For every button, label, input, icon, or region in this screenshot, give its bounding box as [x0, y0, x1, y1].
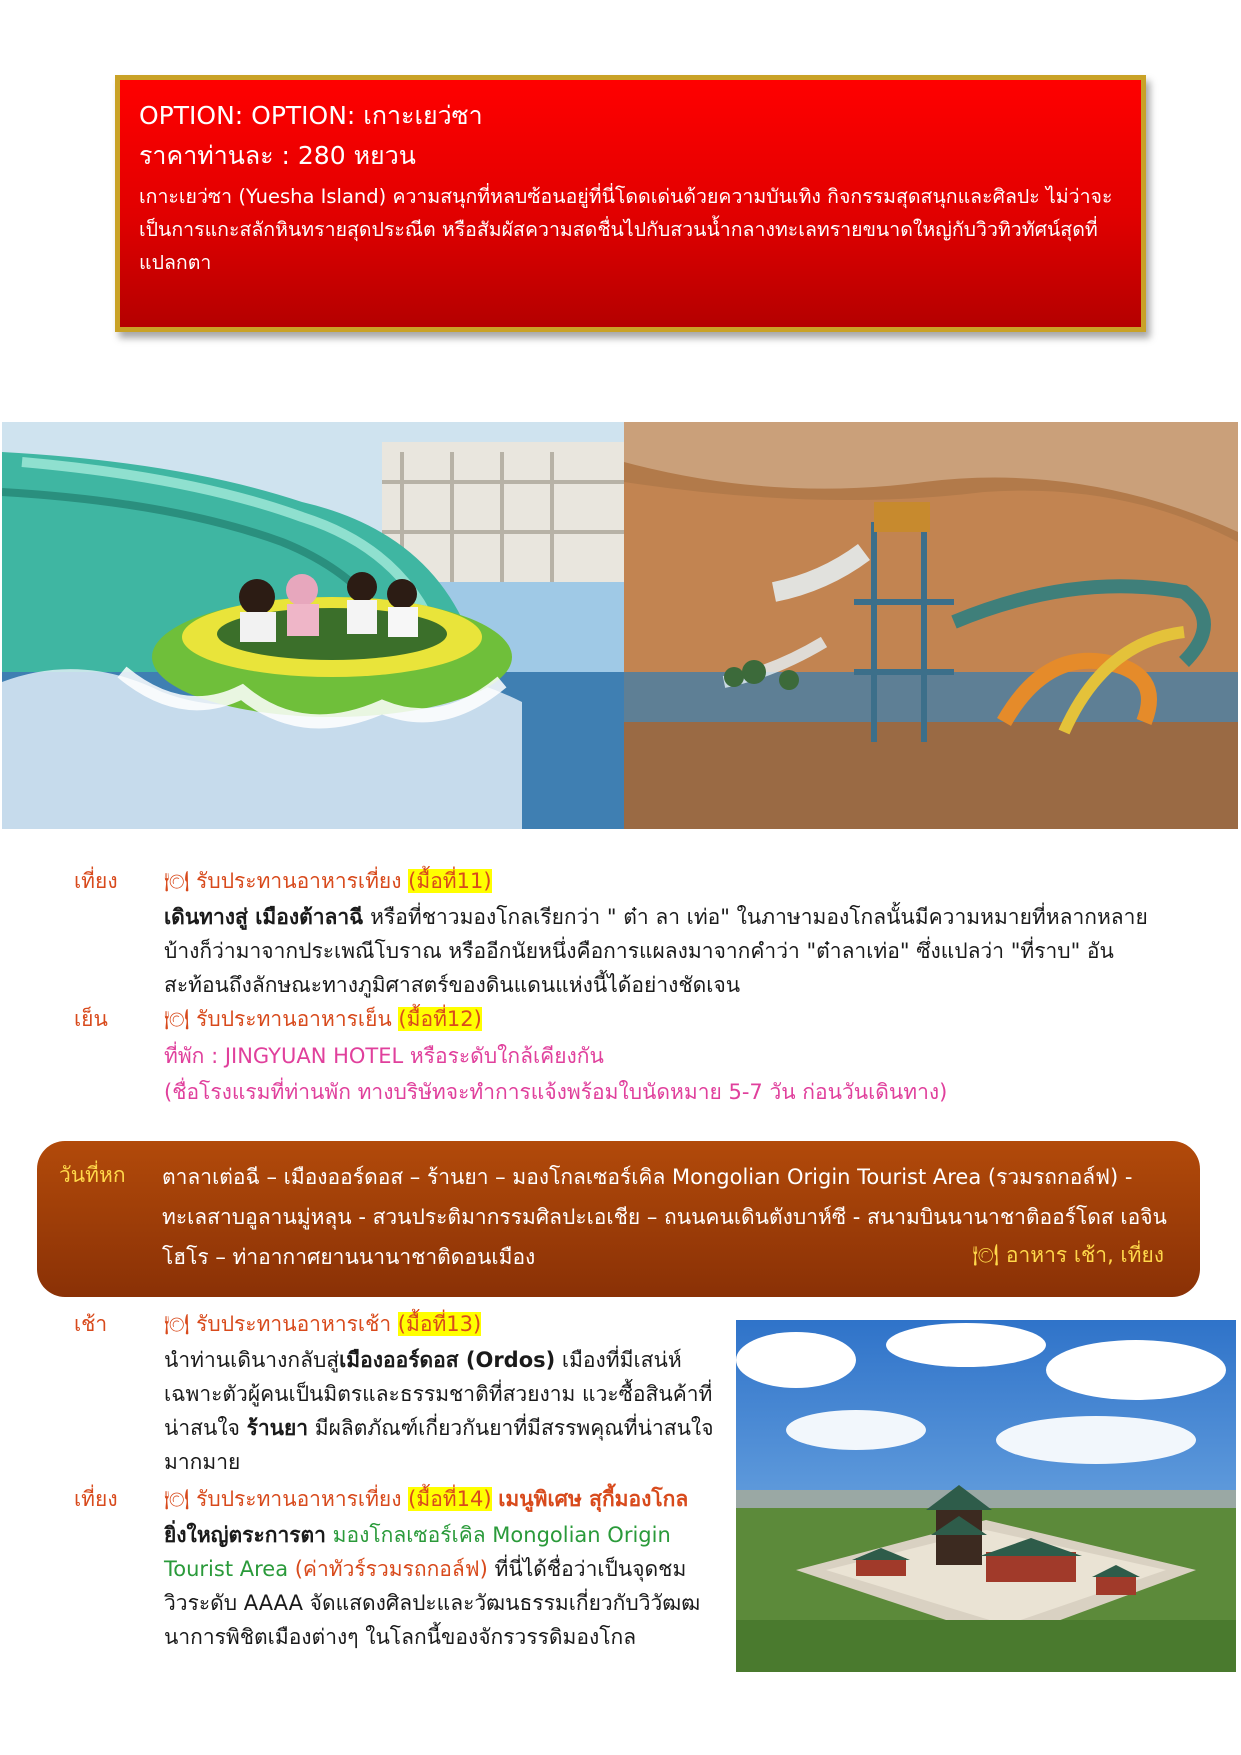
golf-cart-note: (ค่าทัวร์รวมรถกอล์ฟ): [288, 1557, 488, 1581]
meal-number: (มื้อที่14): [408, 1487, 492, 1511]
day6-route: ตาลาเต่อฉี – เมืองออร์ดอส – ร้านยา – มองโกลเซอร์เคิล Mongolian Origin Tourist Area (รวมรถกอล์ฟ) - ทะเลสาบอูลานมู่หลุน - สวนประติมากรรมศิลปะเอเชีย – ถนนคนเดินตังบาห์ซี - สนามบินนานาชาติออร์โดส เอจิน โฮโร – ท่าอากาศยานนานาชาติดอนเมือง: [162, 1165, 1167, 1269]
dalaqi-detail: หรือที่ชาวมองโกลเรียกว่า " ต๋า ลา เท่อ" ในภาษามองโกลนั้นมีความหมายที่หลากหลาย บ้างก็ว่ามาจากประเพณีโบราณ หรืออีกนัยหนึ่งคือการแผลงมาจากคำว่า "ต๋าลาเท่อ" ซึ่งแปลว่า "ที่ราบ" อันสะท้อนถึงลักษณะทางภูมิศาสตร์ของดินแดนแห่งนี้ได้อย่างชัดเจน: [164, 905, 1148, 997]
meal-text: รับประทานอาหารเช้า: [196, 1312, 392, 1336]
hotel-line: ที่พัก : JINGYUAN HOTEL หรือระดับใกล้เคียงกัน: [164, 1044, 604, 1068]
day6-lunch-description: [164, 1518, 720, 1654]
option-title: OPTION: OPTION: เกาะเยว่ซา: [139, 101, 483, 130]
day6-breakfast-description: [164, 1343, 720, 1479]
medicine-shop: ร้านยา: [246, 1416, 309, 1440]
desert-waterpark-photo: [624, 422, 1238, 829]
day5-lunch-meal: [164, 864, 492, 898]
water-raft-photo: [2, 422, 624, 829]
meal-number: (มื้อที่11): [408, 869, 492, 893]
meal-icon: 🍽: [164, 1312, 190, 1336]
day5-dinner-meal: [164, 1002, 482, 1036]
day6-header-bar: [37, 1141, 1200, 1297]
dalaqi-intro: เดินทางสู่ เมืองต้าลาฉี: [164, 905, 364, 929]
day6-label: วันที่หก: [59, 1163, 126, 1187]
medicine-detail: มีผลิตภัณฑ์เกี่ยวกันยาที่มีสรรพคุณที่น่าสนใจมากมาย: [164, 1416, 714, 1474]
day6-lunch-meal: [164, 1482, 688, 1516]
meal-text: รับประทานอาหารเที่ยง: [196, 1487, 402, 1511]
option-description: เกาะเยว่ซา (Yuesha Island) ความสนุกที่หลบซ้อนอยู่ที่นี่โดดเด่นด้วยความบันเทิง กิจกรรมสุดสนุกและศิลปะ ไม่ว่าจะเป็นการแกะสลักหินทรายสุดประณีต หรือสัมผัสความสดชื่นไปกับสวนน้ำกลางทะเลทรายขนาดใหญ่กับวิวทิวทัศน์สุดที่แปลกตา: [139, 185, 1113, 274]
mongolian-palace-photo: [736, 1320, 1236, 1672]
meal-text: รับประทานอาหารเที่ยง: [196, 869, 402, 893]
meal-icon: 🍽: [164, 869, 190, 893]
day5-lunch-description: [164, 900, 1176, 1002]
mongolian-origin-name: มองโกลเซอร์เคิล Mongolian Origin Tourist Area: [164, 1523, 671, 1581]
day5-dinner-time: เย็น: [74, 1007, 108, 1031]
mongolian-origin-detail: ที่นี่ได้ชื่อว่าเป็นจุดชมวิวระดับ AAAA จัดแสดงศิลปะและวัฒนธรรมเกี่ยวกับวิวัฒฒนาการพิชิตเมืองต่างๆ ในโลกนี้ของจักรวรรดิมองโกล: [164, 1557, 701, 1649]
day5-lunch-time: เที่ยง: [74, 869, 118, 893]
hotel-note: (ชื่อโรงแรมที่ท่านพัก ทางบริษัทจะทำการแจ้งพร้อมใบนัดหมาย 5-7 วัน ก่อนวันเดินทาง): [164, 1080, 948, 1104]
option-price: ราคาท่านละ : 280 หยวน: [139, 141, 416, 170]
meal-text: รับประทานอาหารเย็น: [196, 1007, 392, 1031]
meal-icon: 🍽: [164, 1487, 190, 1511]
meal-number: (มื้อที่12): [398, 1007, 482, 1031]
grand-text: ยิ่งใหญ่ตระการตา: [164, 1523, 326, 1547]
special-menu: เมนูพิเศษ สุกี้มองโกล: [498, 1487, 689, 1511]
meal-number: (มื้อที่13): [397, 1312, 482, 1336]
meal-icon: 🍽: [164, 1007, 190, 1031]
day6-breakfast-time: เช้า: [74, 1312, 108, 1336]
day6-lunch-time: เที่ยง: [74, 1487, 118, 1511]
day6-meals: 🍽 อาหาร เช้า, เที่ยง: [972, 1243, 1164, 1267]
ordos-detail: เมืองที่มีเสน่ห์เฉพาะตัวผู้คนเป็นมิตรและธรรมชาติที่สวยงาม แวะซื้อสินค้าที่น่าสนใจ: [164, 1348, 713, 1440]
day6-breakfast-meal: [164, 1307, 481, 1341]
ordos-text: นำท่านเดินางกลับสู่: [164, 1348, 340, 1372]
option-box: [115, 75, 1146, 332]
ordos-name: เมืองออร์ดอส (Ordos): [339, 1348, 556, 1372]
